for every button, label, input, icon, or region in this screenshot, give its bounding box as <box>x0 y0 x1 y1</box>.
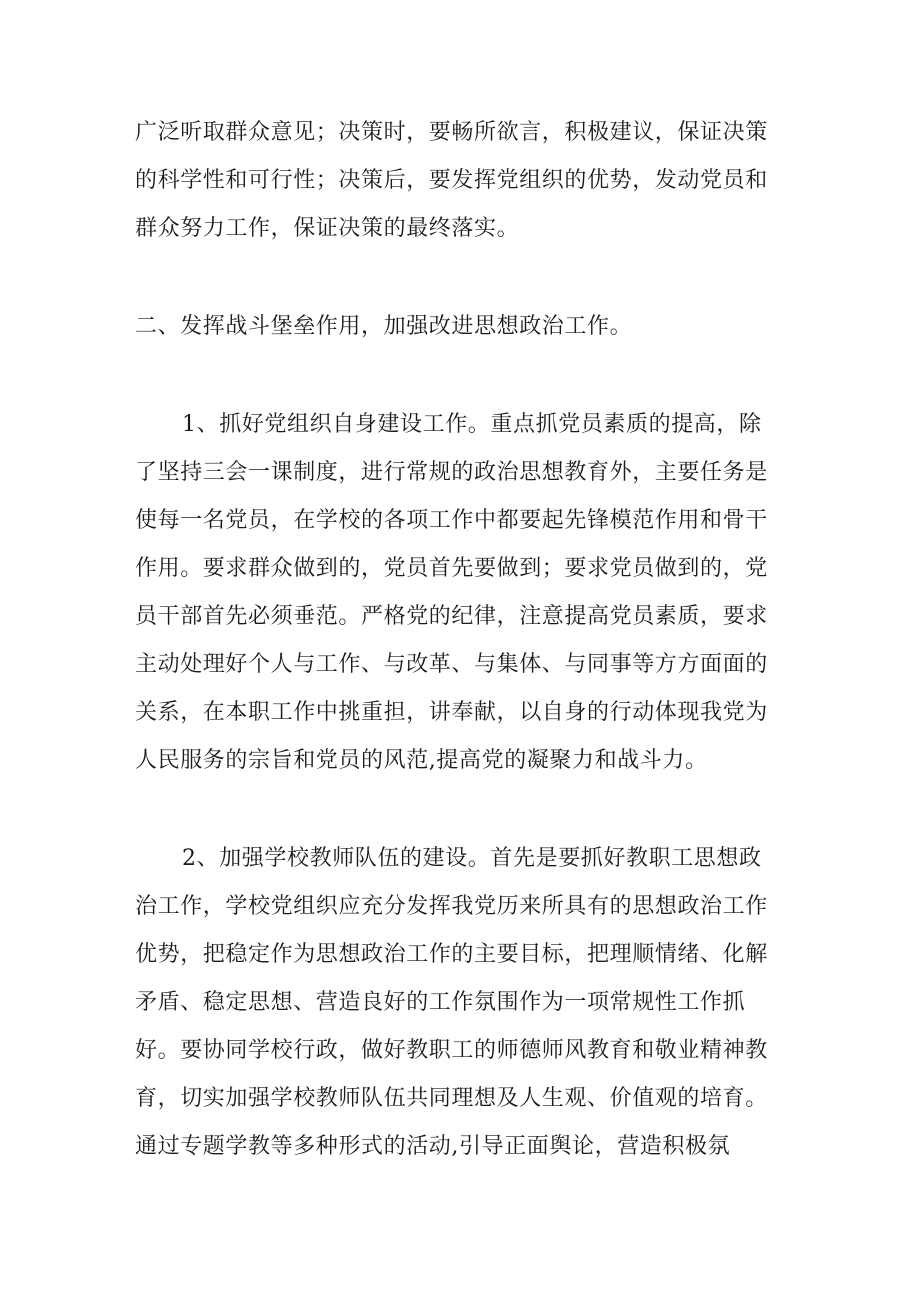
text-line: 2、加强学校教师队伍的建设。首先是要抓好教职工思想政 <box>182 846 762 871</box>
text-line: 治工作，学校党组织应充分发挥我党历来所具有的思想政治工作 <box>135 894 768 919</box>
text-line: 员干部首先必须垂范。严格党的纪律，注意提高党员素质，要求 <box>135 604 768 629</box>
text-line: 通过专题学教等多种形式的活动,引导正面舆论，营造积极氛 <box>135 1134 731 1159</box>
text-line: 群众努力工作，保证决策的最终落实。 <box>135 216 520 241</box>
text-line: 好。要协同学校行政，做好教职工的师德师风教育和敬业精神教 <box>135 1038 768 1063</box>
text-line: 了坚持三会一课制度，进行常规的政治思想教育外，主要任务是 <box>135 460 768 485</box>
text-line: 矛盾、稳定思想、营造良好的工作氛围作为一项常规性工作抓 <box>135 990 746 1015</box>
text-line: 主动处理好个人与工作、与改革、与集体、与同事等方方面面的 <box>135 652 768 677</box>
text-line: 关系，在本职工作中挑重担，讲奉献，以自身的行动体现我党为 <box>135 700 768 725</box>
section-heading: 二、发挥战斗堡垒作用，加强改进思想政治工作。 <box>135 314 633 339</box>
text-line: 人民服务的宗旨和党员的风范,提高党的凝聚力和战斗力。 <box>135 748 708 773</box>
text-line: 的科学性和可行性；决策后，要发挥党组织的优势，发动党员和 <box>135 168 768 193</box>
text-line: 优势，把稳定作为思想政治工作的主要目标，把理顺情绪、化解 <box>135 942 768 967</box>
text-line: 使每一名党员，在学校的各项工作中都要起先锋模范作用和骨干 <box>135 508 768 533</box>
text-line: 育，切实加强学校教师队伍共同理想及人生观、价值观的培育。 <box>135 1086 768 1111</box>
text-line: 作用。要求群众做到的，党员首先要做到；要求党员做到的，党 <box>135 556 768 581</box>
text-line: 1、抓好党组织自身建设工作。重点抓党员素质的提高，除 <box>182 412 762 437</box>
text-line: 广泛听取群众意见；决策时，要畅所欲言，积极建议，保证决策 <box>135 120 768 145</box>
